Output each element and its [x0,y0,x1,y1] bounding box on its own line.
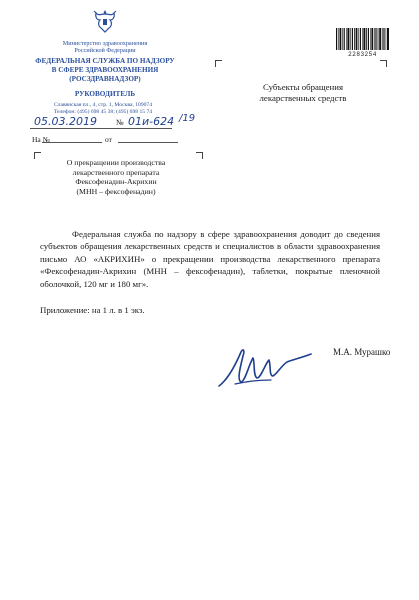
registration-number: 01и-624 [128,115,175,128]
subject-line-4: (МНН – фексофенадин) [76,186,156,196]
recipient-block [228,82,378,104]
reference-number-line [42,142,102,143]
registration-number-label: № [116,118,124,127]
letter-subject [41,158,191,196]
reference-date-label: от [105,135,112,144]
attachment-note: Приложение: на 1 л. в 1 экз. [40,305,145,315]
subject-line-3: Фексофенадин-Акрихин [75,177,157,186]
recipient-corner-left [215,60,222,67]
reference-date-line [118,142,178,143]
agency-line-2: В СФЕРЕ ЗДРАВООХРАНЕНИЯ [51,66,159,74]
recipient-corner-right [380,60,387,67]
agency-address [38,102,168,116]
registration-number-suffix: /19 [179,113,196,124]
recipient-line-1: Субъекты обращения [262,82,344,92]
subject-corner-right [196,152,203,159]
subject-corner-left [34,152,41,159]
letter-body: Федеральная служба по надзору в сфере здравоохранения доводит до сведения субъектов обращения лекарственных средств и специалистов в области здравоохранения письмо АО «АКРИХИН» о прекращении производства лекарственного препарата «Фексофенадин-Акрихин (МНН – фексофенадин), таблетки, покрытые пленочной оболочкой, 120 мг и 180 мг». [40,229,380,289]
signer-name: М.А. Мурашко [333,347,391,357]
agency-line-3: (РОСЗДРАВНАДЗОР) [69,75,141,83]
reference-number-label: На № [32,135,50,144]
agency-name [0,57,210,84]
handwritten-signature-icon [215,336,315,396]
subject-line-2: лекарственного препарата [72,167,160,177]
barcode-number: 2283254 [348,51,377,58]
ministry-line-2: Российской Федерации [74,47,136,54]
registration-underline [30,128,172,129]
ministry-name [0,40,210,54]
director-title: РУКОВОДИТЕЛЬ [74,90,136,98]
barcode-icon [336,28,389,50]
address-line-1: Славянская пл., 4, стр. 1, Москва, 109074 [53,102,153,108]
subject-line-1: О прекращении производства [66,158,166,167]
registration-date: 05.03.2019 [34,115,97,128]
address-line-2: Телефон: (495) 698 45 38; (495) 698 15 74 [53,109,153,115]
agency-line-1: ФЕДЕРАЛЬНАЯ СЛУЖБА ПО НАДЗОРУ [35,57,175,65]
double-headed-eagle-icon [93,8,117,34]
ministry-line-1: Министерство здравоохранения [62,40,148,47]
recipient-line-2: лекарственных средств [259,93,347,103]
